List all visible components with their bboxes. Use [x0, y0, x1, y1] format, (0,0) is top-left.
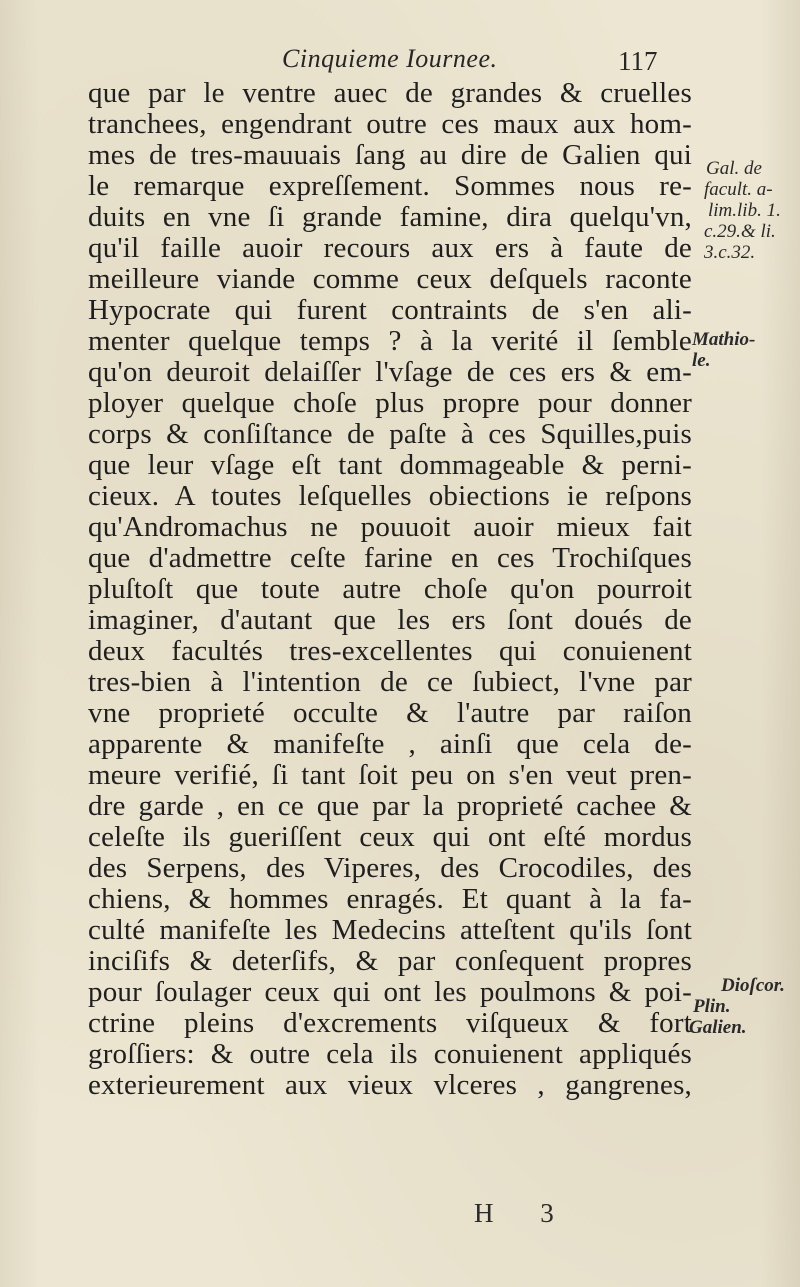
marginal-line: Gal. de [706, 158, 762, 179]
body-text [88, 78, 692, 1101]
text-line: meilleure viande comme ceux deſquels raconte [88, 263, 692, 295]
text-line: exterieurement aux vieux vlceres , gangrenes, [88, 1069, 692, 1101]
text-line: duits en vne ſi grande famine, dira quelqu'vn, [88, 201, 692, 233]
text-line: chiens, & hommes enragés. Et quant à la fa- [88, 883, 692, 915]
marginal-note-galen [704, 158, 781, 263]
marginal-line: Dioſcor. [721, 975, 785, 996]
text-line: tranchees, engendrant outre ces maux aux hom- [88, 108, 692, 140]
text-line: cieux. A toutes leſquelles obiections ie reſpons [88, 480, 692, 512]
marginal-line: 3.c.32. [704, 242, 756, 263]
text-line: qu'Andromachus ne pouuoit auoir mieux fait [88, 511, 692, 543]
marginal-line: lim.lib. 1. [708, 200, 781, 221]
text-line: Hypocrate qui furent contraints de s'en ali- [88, 294, 692, 326]
text-line: celeſte ils gueriſſent ceux qui ont eſté mordus [88, 821, 692, 853]
text-line: meure verifié, ſi tant ſoit peu on s'en veut pren- [88, 759, 692, 791]
page-number: 117 [618, 46, 658, 76]
text-line: que leur vſage eſt tant dommageable & perni- [88, 449, 692, 481]
marginal-note-matthiole [692, 329, 755, 371]
text-line: culté manifeſte les Medecins atteſtent qu'ils ſont [88, 914, 692, 946]
text-line: ctrine pleins d'excrements viſqueux & fort [88, 1007, 692, 1039]
marginal-line: Galien. [689, 1017, 747, 1038]
marginal-line: facult. a- [704, 179, 773, 200]
signature-mark: H 3 [474, 1198, 574, 1228]
text-line: ployer quelque choſe plus propre pour donner [88, 387, 692, 419]
text-line: que d'admettre ceſte farine en ces Trochiſques [88, 542, 692, 574]
text-line: des Serpens, des Viperes, des Crocodiles, des [88, 852, 692, 884]
text-line: qu'il faille auoir recours aux ers à faute de [88, 232, 692, 264]
marginal-line: Mathio- [692, 329, 756, 350]
marginal-line: Plin. [693, 996, 731, 1017]
text-line: mes de tres-mauuais ſang au dire de Galien qui [88, 139, 692, 171]
text-line: le remarque expreſſement. Sommes nous re- [88, 170, 692, 202]
marginal-line: c.29.& li. [704, 221, 776, 242]
text-line: que par le ventre auec de grandes & cruelles [88, 77, 692, 109]
text-line: deux facultés tres-excellentes qui conuienent [88, 635, 692, 667]
text-line: vne proprieté occulte & l'autre par raiſon [88, 697, 692, 729]
text-line: inciſifs & deterſifs, & par conſequent propres [88, 945, 692, 977]
text-line: groſſiers: & outre cela ils conuienent appliqués [88, 1038, 692, 1070]
text-line: apparente & manifeſte , ainſi que cela de- [88, 728, 692, 760]
running-title: Cinquieme Iournee. [282, 44, 498, 73]
text-line: pour ſoulager ceux qui ont les poulmons & poi- [88, 976, 692, 1008]
text-line: tres-bien à l'intention de ce ſubiect, l'vne par [88, 666, 692, 698]
text-line: corps & conſiſtance de paſte à ces Squilles,puis [88, 418, 692, 450]
text-line: imaginer, d'autant que les ers ſont doués de [88, 604, 692, 636]
text-line: dre garde , en ce que par la proprieté cachee & [88, 790, 692, 822]
marginal-line: le. [692, 350, 711, 371]
marginal-note-authorities [689, 975, 785, 1038]
text-line: qu'on deuroit delaiſſer l'vſage de ces ers & em- [88, 356, 692, 388]
text-line: menter quelque temps ? à la verité il ſemble [88, 325, 692, 357]
text-line: pluſtoſt que toute autre choſe qu'on pourroit [88, 573, 692, 605]
